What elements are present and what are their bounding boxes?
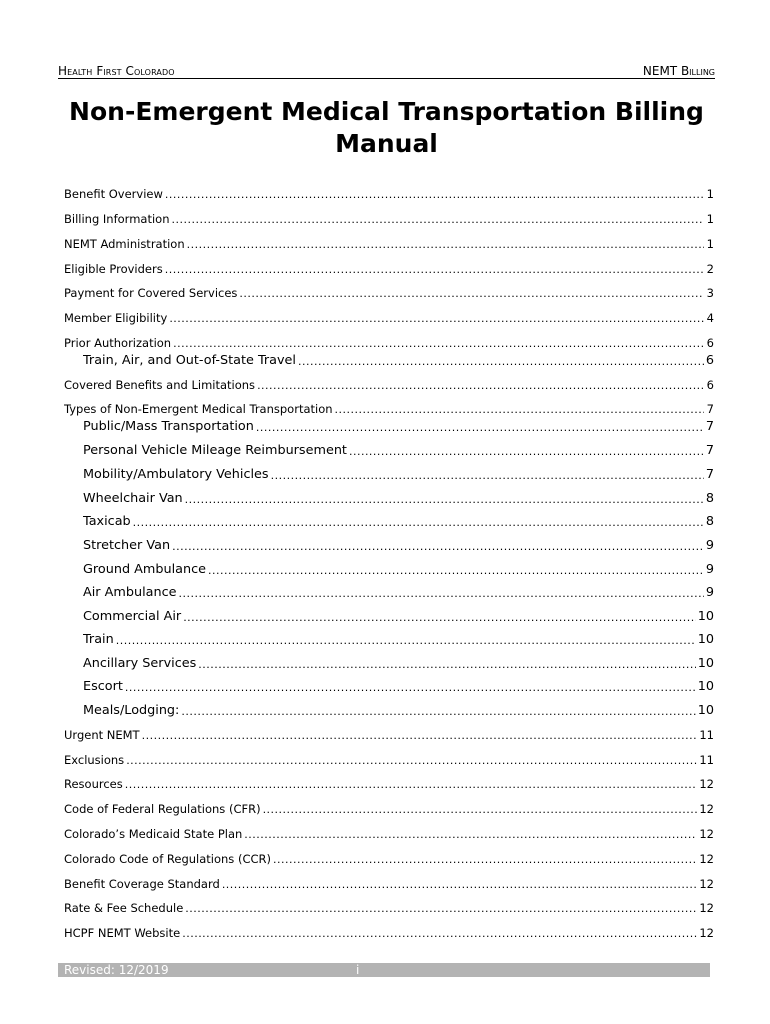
toc-entry-page: 12 bbox=[699, 901, 714, 915]
toc-leader-dots bbox=[198, 658, 695, 671]
toc-entry-label: Train bbox=[83, 632, 114, 647]
toc-entry[interactable] bbox=[64, 775, 714, 791]
toc-entry-label: Colorado Code of Regulations (CCR) bbox=[64, 852, 271, 866]
toc-leader-dots bbox=[126, 754, 697, 767]
toc-leader-dots bbox=[208, 564, 704, 577]
toc-leader-dots bbox=[181, 705, 695, 718]
toc-leader-dots bbox=[173, 337, 704, 350]
toc-entry-page: 10 bbox=[697, 656, 714, 671]
toc-entry-label: Urgent NEMT bbox=[64, 728, 140, 742]
toc-entry-page: 7 bbox=[705, 467, 714, 482]
toc-entry[interactable] bbox=[83, 537, 714, 553]
toc-leader-dots bbox=[222, 878, 698, 891]
toc-entry-label: Resources bbox=[64, 777, 123, 791]
toc-entry[interactable] bbox=[64, 825, 714, 841]
toc-entry-label: Stretcher Van bbox=[83, 538, 171, 553]
toc-entry-page: 4 bbox=[706, 311, 714, 325]
toc-entry-page: 12 bbox=[699, 877, 714, 891]
toc-entry[interactable] bbox=[83, 702, 714, 718]
toc-entry-label: Ancillary Services bbox=[83, 656, 197, 671]
toc-entry[interactable] bbox=[64, 726, 714, 742]
toc-entry[interactable] bbox=[83, 418, 714, 434]
toc-entry-page: 7 bbox=[706, 402, 714, 416]
toc-entry-label: Exclusions bbox=[64, 753, 125, 767]
toc-entry-page: 10 bbox=[697, 609, 714, 624]
toc-entry-label: Commercial Air bbox=[83, 609, 182, 624]
toc-entry-label: Public/Mass Transportation bbox=[83, 419, 254, 434]
toc-leader-dots bbox=[165, 188, 704, 201]
toc-entry-page: 10 bbox=[697, 679, 714, 694]
toc-entry-label: Billing Information bbox=[64, 212, 170, 226]
toc-leader-dots bbox=[172, 540, 704, 553]
toc-entry-label: Mobility/Ambulatory Vehicles bbox=[83, 467, 269, 482]
toc-entry[interactable] bbox=[64, 260, 714, 276]
toc-entry-label: HCPF NEMT Website bbox=[64, 926, 181, 940]
revised-date: Revised: 12/2019 bbox=[64, 963, 169, 977]
toc-entry-page: 6 bbox=[706, 378, 714, 392]
toc-entry-label: Types of Non-Emergent Medical Transportation bbox=[64, 402, 333, 416]
toc-entry-label: Train, Air, and Out-of-State Travel bbox=[83, 353, 296, 368]
toc-entry[interactable] bbox=[64, 800, 714, 816]
toc-entry-page: 12 bbox=[699, 802, 714, 816]
toc-entry-page: 1 bbox=[706, 237, 714, 251]
toc-leader-dots bbox=[298, 355, 704, 368]
toc-entry[interactable] bbox=[64, 185, 714, 201]
toc-entry[interactable] bbox=[83, 584, 714, 600]
document-title bbox=[58, 96, 715, 160]
toc-leader-dots bbox=[179, 587, 704, 600]
header-document-name: NEMT Billing bbox=[642, 64, 715, 78]
toc-entry[interactable] bbox=[83, 655, 714, 671]
toc-entry-page: 2 bbox=[706, 262, 714, 276]
toc-leader-dots bbox=[125, 681, 696, 694]
toc-leader-dots bbox=[244, 828, 697, 841]
title-line-1: Non-Emergent Medical Transportation Billing bbox=[69, 97, 704, 126]
toc-entry-label: Covered Benefits and Limitations bbox=[64, 378, 256, 392]
toc-leader-dots bbox=[239, 287, 704, 300]
toc-entry[interactable] bbox=[64, 400, 714, 416]
toc-entry-label: Payment for Covered Services bbox=[64, 286, 238, 300]
toc-entry-label: Colorado’s Medicaid State Plan bbox=[64, 827, 243, 841]
toc-entry[interactable] bbox=[83, 513, 714, 529]
toc-leader-dots bbox=[271, 469, 704, 482]
toc-entry[interactable] bbox=[64, 309, 714, 325]
toc-entry[interactable] bbox=[83, 608, 714, 624]
title-line-2: Manual bbox=[335, 129, 438, 158]
toc-entry-label: NEMT Administration bbox=[64, 237, 185, 251]
toc-entry-label: Prior Authorization bbox=[64, 336, 172, 350]
toc-entry[interactable] bbox=[64, 376, 714, 392]
toc-entry-page: 1 bbox=[706, 212, 714, 226]
toc-entry-page: 11 bbox=[699, 728, 714, 742]
toc-entry-page: 6 bbox=[705, 353, 714, 368]
page-header bbox=[58, 62, 715, 79]
toc-entry-page: 12 bbox=[699, 926, 714, 940]
header-organization: Health First Colorado bbox=[58, 64, 175, 78]
toc-entry-page: 3 bbox=[706, 286, 714, 300]
toc-entry[interactable] bbox=[64, 875, 714, 891]
toc-entry-page: 9 bbox=[705, 585, 714, 600]
toc-entry-label: Benefit Overview bbox=[64, 187, 163, 201]
toc-leader-dots bbox=[165, 263, 704, 276]
toc-entry[interactable] bbox=[83, 631, 714, 647]
toc-entry-label: Meals/Lodging: bbox=[83, 703, 180, 718]
toc-entry-label: Ground Ambulance bbox=[83, 562, 207, 577]
toc-entry-page: 11 bbox=[699, 753, 714, 767]
toc-entry-label: Member Eligibility bbox=[64, 311, 168, 325]
toc-entry[interactable] bbox=[83, 466, 714, 482]
toc-leader-dots bbox=[349, 445, 704, 458]
toc-leader-dots bbox=[335, 403, 704, 416]
toc-entry-page: 9 bbox=[705, 538, 714, 553]
toc-entry[interactable] bbox=[64, 235, 714, 251]
toc-entry-label: Wheelchair Van bbox=[83, 491, 183, 506]
toc-entry[interactable] bbox=[64, 284, 714, 300]
toc-leader-dots bbox=[125, 778, 698, 791]
toc-entry-page: 7 bbox=[705, 443, 714, 458]
toc-entry-page: 10 bbox=[697, 632, 714, 647]
toc-entry-label: Code of Federal Regulations (CFR) bbox=[64, 802, 261, 816]
toc-entry[interactable] bbox=[64, 751, 714, 767]
toc-entry-label: Benefit Coverage Standard bbox=[64, 877, 220, 891]
toc-entry-page: 12 bbox=[699, 827, 714, 841]
toc-leader-dots bbox=[169, 312, 704, 325]
toc-entry-page: 8 bbox=[705, 491, 714, 506]
page-footer bbox=[58, 963, 710, 977]
toc-leader-dots bbox=[185, 493, 704, 506]
toc-leader-dots bbox=[133, 516, 704, 529]
toc-leader-dots bbox=[273, 853, 697, 866]
toc-leader-dots bbox=[171, 213, 704, 226]
toc-entry-label: Escort bbox=[83, 679, 123, 694]
toc-leader-dots bbox=[257, 379, 704, 392]
toc-leader-dots bbox=[187, 238, 704, 251]
page-number: i bbox=[356, 963, 360, 977]
toc-entry-label: Taxicab bbox=[83, 514, 131, 529]
toc-entry[interactable] bbox=[83, 561, 714, 577]
toc-leader-dots bbox=[183, 611, 696, 624]
toc-entry-label: Rate & Fee Schedule bbox=[64, 901, 184, 915]
toc-entry[interactable] bbox=[83, 352, 714, 368]
toc-leader-dots bbox=[142, 729, 698, 742]
toc-entry[interactable] bbox=[64, 210, 714, 226]
toc-entry-page: 9 bbox=[705, 562, 714, 577]
toc-entry-page: 12 bbox=[699, 852, 714, 866]
toc-leader-dots bbox=[185, 902, 697, 915]
toc-entry[interactable] bbox=[64, 334, 714, 350]
toc-leader-dots bbox=[116, 634, 696, 647]
toc-entry-label: Air Ambulance bbox=[83, 585, 177, 600]
toc-entry-page: 6 bbox=[706, 336, 714, 350]
toc-entry[interactable] bbox=[64, 850, 714, 866]
toc-entry[interactable] bbox=[64, 924, 714, 940]
toc-leader-dots bbox=[182, 927, 697, 940]
toc-entry-page: 10 bbox=[697, 703, 714, 718]
toc-entry[interactable] bbox=[83, 442, 714, 458]
toc-entry-label: Eligible Providers bbox=[64, 262, 163, 276]
toc-entry-page: 7 bbox=[705, 419, 714, 434]
toc-entry-page: 12 bbox=[699, 777, 714, 791]
toc-entry[interactable] bbox=[64, 899, 714, 915]
toc-entry[interactable] bbox=[83, 490, 714, 506]
toc-entry-page: 1 bbox=[706, 187, 714, 201]
toc-entry[interactable] bbox=[83, 678, 714, 694]
toc-leader-dots bbox=[256, 421, 704, 434]
toc-entry-page: 8 bbox=[705, 514, 714, 529]
toc-leader-dots bbox=[263, 803, 698, 816]
toc-entry-label: Personal Vehicle Mileage Reimbursement bbox=[83, 443, 347, 458]
